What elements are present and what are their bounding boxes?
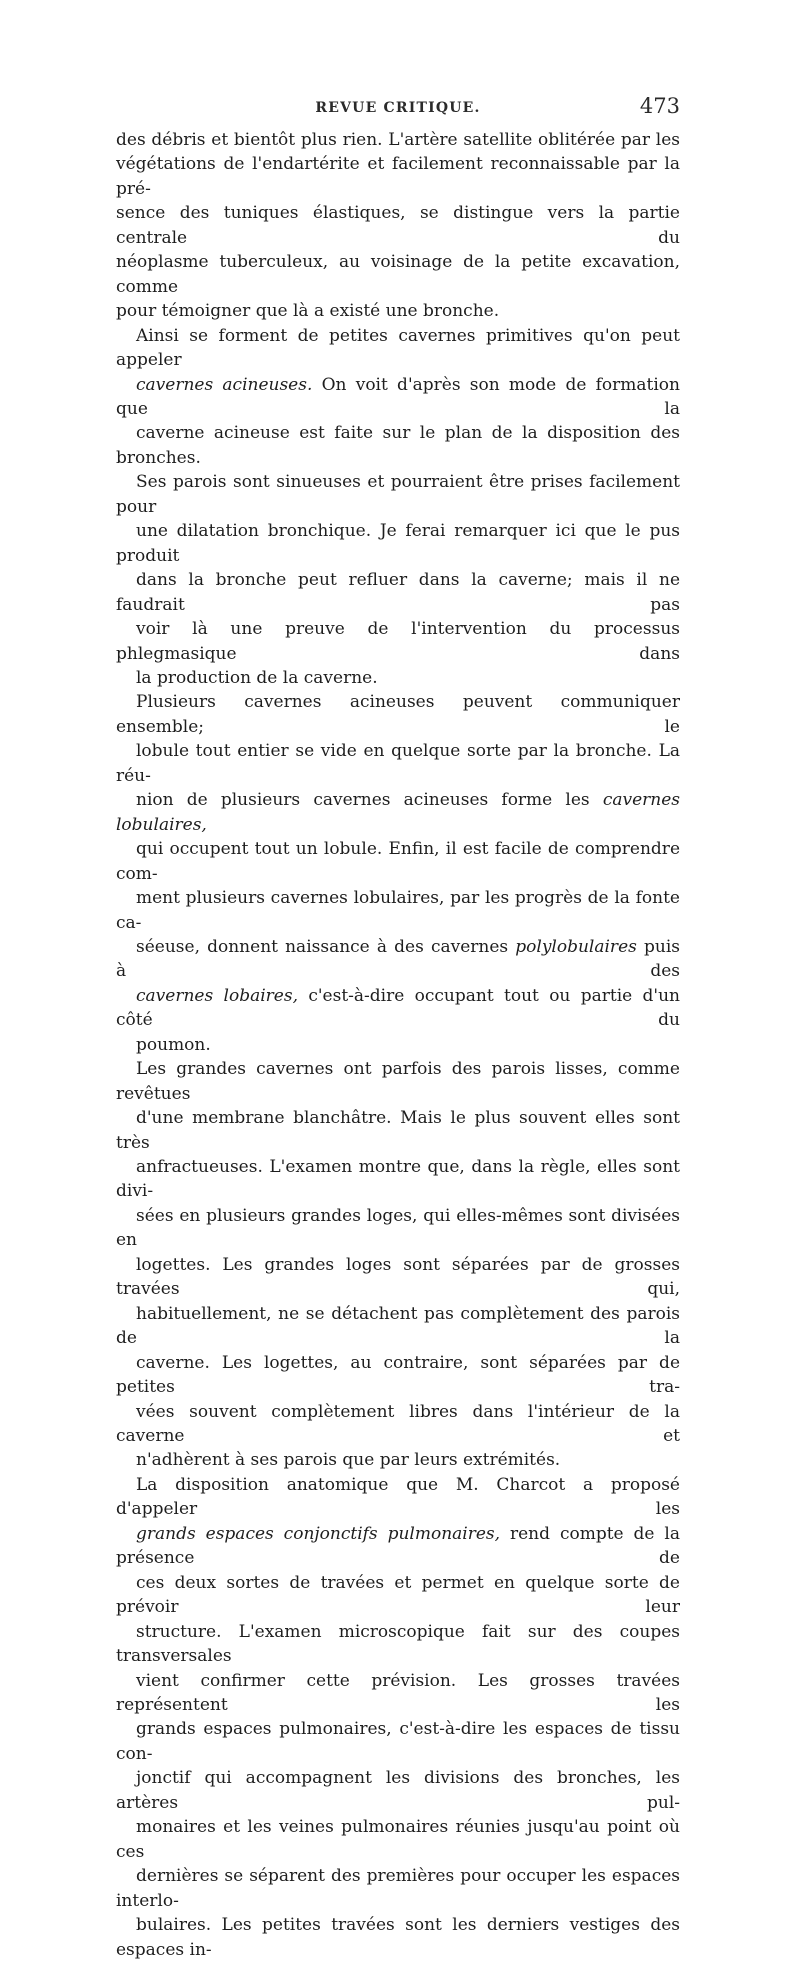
text-segment: n'adhèrent à ses parois que par leurs extrémités. [136,1450,561,1471]
text-segment: pour témoigner que là a existé une bronche. [116,301,500,322]
text-line [116,470,680,519]
text-line [116,837,680,886]
text-line [116,690,680,739]
text-line [116,1766,680,1815]
text-segment: grands espaces pulmonaires, c'est-à-dire les espaces de tissu con- [116,1719,680,1764]
text-segment: structure. L'examen microscopique fait sur des coupes transversales [116,1621,680,1667]
text-segment: sées en plusieurs grandes loges, qui elles-mêmes sont divisées en [116,1205,680,1251]
italic-term: polylobulaires [515,936,637,957]
text-segment: voir là une preuve de l'intervention du processus phlegmasique dans [116,619,680,664]
text-segment: anfractueuses. L'examen montre que, dans la règle, elles sont divi- [116,1157,680,1202]
italic-term: grands espaces conjonctifs pulmonaires, [136,1523,501,1544]
text-segment: d'une membrane blanchâtre. Mais le plus souvent elles sont très [116,1108,680,1153]
text-line [116,1106,680,1155]
text-line [116,519,680,568]
body-text [116,128,680,1962]
text-segment: jonctif qui accompagnent les divisions des bronches, les artères pul- [116,1768,680,1813]
text-segment: Ainsi se forment de petites cavernes primitives qu'on peut appeler [116,325,680,371]
text-line [116,1522,680,1571]
text-segment: végétations de l'endartérite et facilement reconnaissable par la pré- [116,154,680,199]
text-line [116,299,680,323]
text-segment: lobule tout entier se vide en quelque sorte par la bronche. La réu- [116,741,680,786]
text-line [116,201,680,250]
text-segment: puis à des [116,936,680,982]
text-segment: ces deux sortes de travées et permet en quelque sorte de prévoir leur [116,1572,680,1618]
paragraph [116,690,680,1057]
text-line [116,739,680,788]
text-segment: caverne acineuse est faite sur le plan de la disposition des bronches. [116,423,680,468]
text-line [116,1033,680,1057]
running-head: REVUE CRITIQUE. [315,100,481,116]
text-line [116,1400,680,1449]
text-segment: dernières se séparent des premières pour occuper les espaces interlo- [116,1866,680,1911]
text-line [116,373,680,422]
text-segment: c'est-à-dire occupant tout ou partie d'un côté du [116,985,681,1031]
text-line [116,1351,680,1400]
text-line [116,1155,680,1204]
text-line [116,421,680,470]
italic-term: cavernes acineuses. [136,374,313,395]
text-segment: sence des tuniques élastiques, se distingue vers la partie centrale du [116,203,680,248]
page-number: 473 [639,94,680,118]
text-segment: la production de la caverne. [136,667,378,688]
text-line [116,1473,680,1522]
paragraph [116,128,680,324]
paragraph [116,1473,680,1962]
text-segment: habituellement, ne se détachent pas complètement des parois de la [116,1303,680,1349]
text-segment: Ses parois sont sinueuses et pourraient être prises facilement pour [116,472,680,517]
page-header [116,94,680,124]
text-line [116,324,680,373]
text-line [116,1717,680,1766]
text-line [116,1448,680,1472]
text-line [116,935,680,984]
text-segment: La disposition anatomique que M. Charcot a proposé d'appeler les [116,1474,680,1520]
text-line [116,1253,680,1302]
text-segment: bulaires. Les petites travées sont les derniers vestiges des espaces in- [116,1915,680,1960]
text-line [116,1204,680,1253]
text-line [116,1864,680,1913]
text-segment: Les grandes cavernes ont parfois des parois lisses, comme revêtues [116,1059,680,1104]
text-line [116,1669,680,1718]
text-line [116,1571,680,1620]
text-line [116,1620,680,1669]
text-segment: rend compte de la présence de [116,1523,680,1569]
text-segment: une dilatation bronchique. Je ferai remarquer ici que le pus produit [116,521,680,566]
text-line [116,1913,680,1962]
paragraph [116,1057,680,1473]
text-segment: poumon. [136,1034,211,1055]
italic-term: cavernes lobulaires, [116,790,680,835]
text-line [116,788,680,837]
text-line [116,666,680,690]
text-segment: vées souvent complètement libres dans l'intérieur de la caverne et [116,1401,680,1447]
text-segment: monaires et les veines pulmonaires réunies jusqu'au point où ces [116,1817,680,1862]
text-segment: Plusieurs cavernes acineuses peuvent communiquer ensemble; le [116,692,680,737]
text-segment: On voit d'après son mode de formation que la [116,374,680,419]
text-segment: dans la bronche peut refluer dans la caverne; mais il ne faudrait pas [116,570,680,615]
text-segment: nion de plusieurs cavernes acineuses forme les [136,790,603,811]
text-segment: ment plusieurs cavernes lobulaires, par les progrès de la fonte ca- [116,888,680,933]
italic-term: cavernes lobaires, [136,985,298,1006]
text-segment: qui occupent tout un lobule. Enfin, il est facile de comprendre com- [116,839,680,884]
text-line [116,128,680,152]
text-segment: des débris et bientôt plus rien. L'artère satellite oblitérée par les [116,130,680,150]
text-segment: néoplasme tuberculeux, au voisinage de la petite excavation, comme [116,252,680,297]
text-line [116,984,680,1033]
text-line [116,152,680,201]
text-segment: séeuse, donnent naissance à des cavernes [136,936,516,957]
text-line [116,886,680,935]
text-line [116,568,680,617]
paragraph [116,324,680,691]
text-segment: logettes. Les grandes loges sont séparées par de grosses travées qui, [116,1254,680,1300]
text-line [116,1302,680,1351]
text-segment: vient confirmer cette prévision. Les grosses travées représentent les [116,1670,680,1715]
text-segment: caverne. Les logettes, au contraire, sont séparées par de petites tra- [116,1352,680,1398]
text-line [116,1815,680,1864]
text-line [116,617,680,666]
text-line [116,1057,680,1106]
text-line [116,250,680,299]
